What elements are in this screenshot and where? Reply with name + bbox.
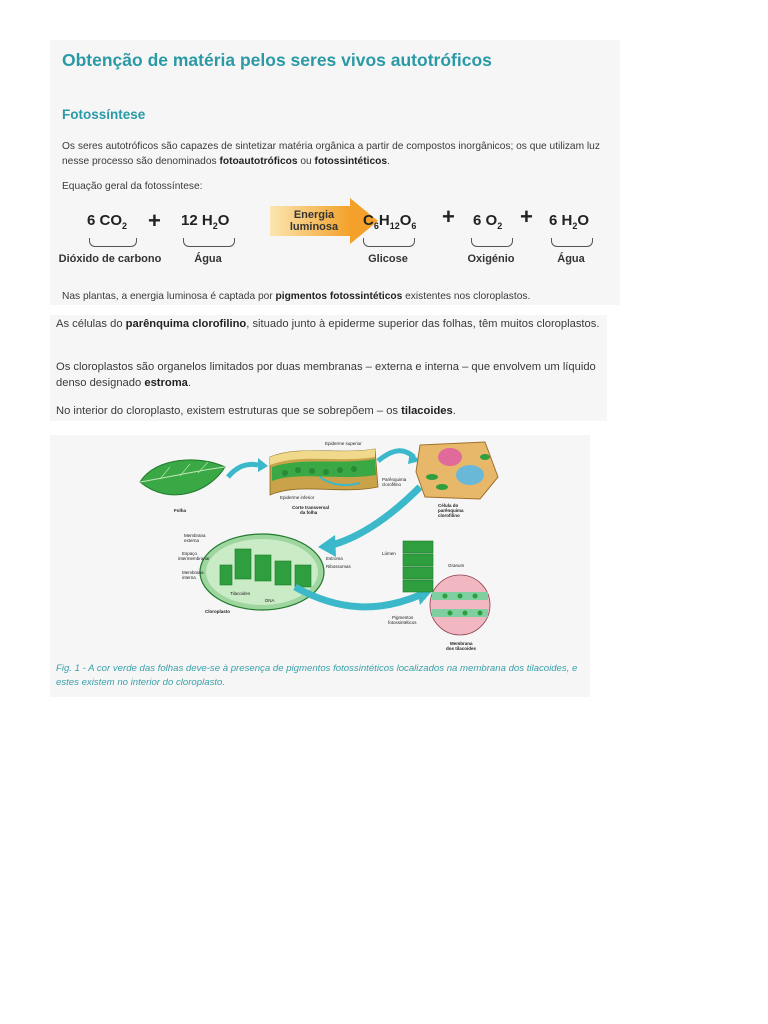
label-celula-2: parênquima xyxy=(438,508,464,513)
label-water: Água xyxy=(194,253,222,265)
label-ribossomas: Ribossomas xyxy=(326,564,351,569)
product-water: 6 $H_2O$ xyxy=(549,212,590,231)
leaf-illustration xyxy=(140,460,225,495)
plus-sign: + xyxy=(442,204,455,229)
plus-sign: + xyxy=(520,204,533,229)
flow-arrow xyxy=(332,487,420,545)
section-subtitle: Fotossíntese xyxy=(62,107,146,122)
brace xyxy=(183,238,235,247)
flow-arrow-head xyxy=(258,458,268,472)
label-membrana-interna-1: Membrana xyxy=(182,570,204,575)
chloroplast-diagram xyxy=(120,437,500,657)
paragraph-chloroplast: Os cloroplastos são organelos limitados por duas membranas – externa e interna – que envolvem um líquido denso designado estroma. xyxy=(56,361,596,389)
label-lumen: Lúmen xyxy=(382,551,396,556)
label-oxygen: Oxigénio xyxy=(467,253,515,265)
label-cloroplasto: Cloroplasto xyxy=(205,609,231,614)
brace xyxy=(89,238,137,247)
label-water-product: Água xyxy=(557,253,585,265)
photosynthesis-equation xyxy=(55,198,615,276)
label-estroma: Estroma xyxy=(326,556,343,561)
product-oxygen: 6 $O_2$ xyxy=(473,212,503,231)
brace xyxy=(471,238,513,247)
granum-illustration xyxy=(403,541,433,592)
page-title: Obtenção de matéria pelos seres vivos autotróficos xyxy=(62,50,492,70)
label-epiderme-inferior: Epiderme inferior xyxy=(280,495,315,500)
label-membrana-til-2: dos tilacoides xyxy=(446,646,477,651)
leaf-cross-section xyxy=(270,449,378,495)
label-folha: Folha xyxy=(174,508,186,513)
label-parenquima: Parênquima xyxy=(382,477,407,482)
parenchyma-cell xyxy=(416,442,498,499)
figure-caption: Fig. 1 - A cor verde das folhas deve-se à presença de pigmentos fotossintéticos localizados na membrana dos tilacoides, e estes existem no interior do cloroplasto. xyxy=(56,663,578,688)
product-glucose: $C_6H_{12}O_6$ xyxy=(363,212,417,231)
label-pigmentos-1: Pigmentos xyxy=(392,615,414,620)
label-membrana-interna-2: interna xyxy=(182,575,196,580)
equation-label: Equação geral da fotossíntese: xyxy=(62,181,203,192)
pigments-paragraph: Nas plantas, a energia luminosa é captada por pigmentos fotossintéticos existentes nos cloroplastos. xyxy=(62,291,531,302)
label-co2: Dióxido de carbono xyxy=(58,253,162,265)
plus-sign: + xyxy=(148,208,161,233)
flow-arrow-head xyxy=(318,535,336,557)
label-membrana-externa-1: Membrana xyxy=(184,533,206,538)
label-membrana-externa-2: externa xyxy=(184,538,200,543)
label-dna: DNA xyxy=(265,598,275,603)
label-espaco-2: intermembranar xyxy=(178,556,210,561)
brace xyxy=(363,238,415,247)
label-epiderme-superior: Epiderme superior xyxy=(325,441,362,446)
chloroplast-illustration xyxy=(200,534,324,610)
intro-paragraph: Os seres autotróficos são capazes de sintetizar matéria orgânica a partir de compostos inorgânicos; os que utilizam luz nesse processo são denominados fotoautotróficos ou fotossintéticos. xyxy=(62,141,600,167)
flow-arrow xyxy=(228,464,258,477)
label-clorofilino: clorofilino xyxy=(382,482,402,487)
flow-arrow xyxy=(378,451,414,461)
reactant-water: 12 $H_2O$ xyxy=(181,212,230,231)
label-membrana-til-1: Membrana xyxy=(450,641,473,646)
label-celula-1: Célula do xyxy=(438,503,459,508)
label-celula-3: clorofilino xyxy=(438,513,460,518)
brace xyxy=(551,238,593,247)
paragraph-thylakoids: No interior do cloroplasto, existem estruturas que se sobrepõem – os tilacoides. xyxy=(56,405,456,417)
thylakoid-membrane-detail xyxy=(430,575,490,635)
label-espaco-1: Espaço xyxy=(182,551,198,556)
paragraph-parenchyma: As células do parênquima clorofilino, situado junto à epiderme superior das folhas, têm muitos cloroplastos. xyxy=(56,318,600,330)
energy-label: Energia luminosa xyxy=(289,209,339,233)
label-glucose: Glicose xyxy=(368,253,408,265)
reactant-co2: 6 $CO_2$ xyxy=(87,212,128,231)
label-corte-2: da folha xyxy=(300,510,318,515)
label-granum: Granum xyxy=(448,563,465,568)
label-tilacoides: Tilacoides xyxy=(230,591,251,596)
label-pigmentos-2: fotossintéticos xyxy=(388,620,417,625)
label-corte-1: Corte transversal xyxy=(292,505,330,510)
